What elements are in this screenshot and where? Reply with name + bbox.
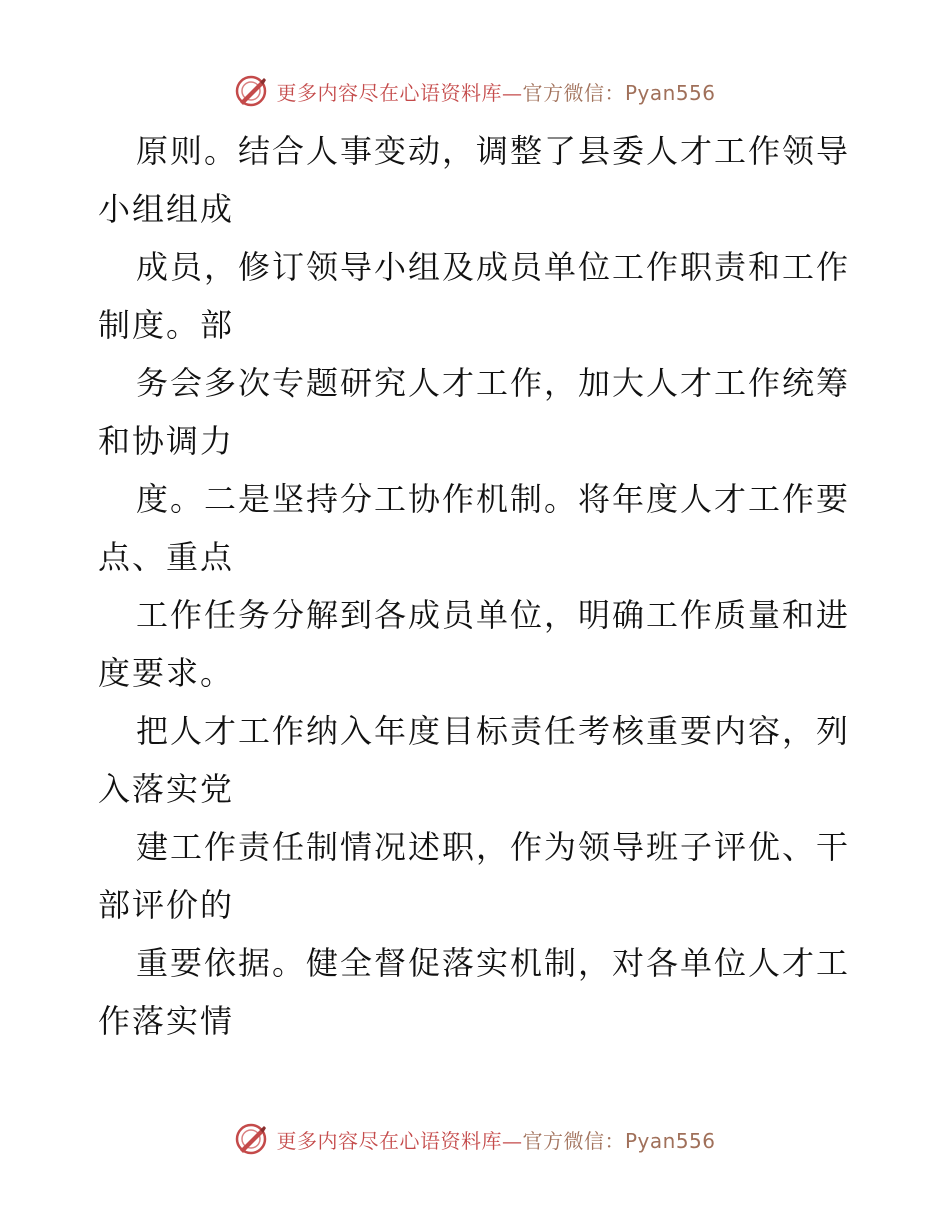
- watermark-contact-value: Pyan556: [624, 80, 716, 105]
- watermark-brand: 更多内容尽在心语资料库: [276, 1128, 502, 1153]
- paragraph: 成员，修订领导小组及成员单位工作职责和工作制度。部: [98, 248, 851, 344]
- watermark-contact-label: 官方微信：: [522, 1128, 625, 1153]
- paragraph: 把人才工作纳入年度目标责任考核重要内容，列入落实党: [98, 712, 851, 808]
- paragraph: 度。二是坚持分工协作机制。将年度人才工作要点、重点: [98, 480, 851, 576]
- paragraph: 工作任务分解到各成员单位，明确工作质量和进度要求。: [98, 596, 851, 692]
- watermark-separator: —: [501, 80, 523, 105]
- document-body: [98, 122, 858, 1050]
- pen-logo-icon: [234, 1122, 268, 1156]
- watermark-brand: 更多内容尽在心语资料库: [276, 80, 502, 105]
- watermark-contact-label: 官方微信：: [522, 80, 625, 105]
- watermark-contact-value: Pyan556: [624, 1128, 716, 1153]
- header-watermark: [0, 71, 950, 111]
- pen-logo-icon: [234, 74, 268, 108]
- footer-watermark: [0, 1119, 950, 1159]
- watermark-separator: —: [501, 1128, 523, 1153]
- paragraph: 务会多次专题研究人才工作，加大人才工作统筹和协调力: [98, 364, 851, 460]
- paragraph: 原则。结合人事变动，调整了县委人才工作领导小组组成: [98, 132, 851, 228]
- paragraph: 建工作责任制情况述职，作为领导班子评优、干部评价的: [98, 828, 851, 924]
- paragraph: 重要依据。健全督促落实机制，对各单位人才工作落实情: [98, 944, 851, 1040]
